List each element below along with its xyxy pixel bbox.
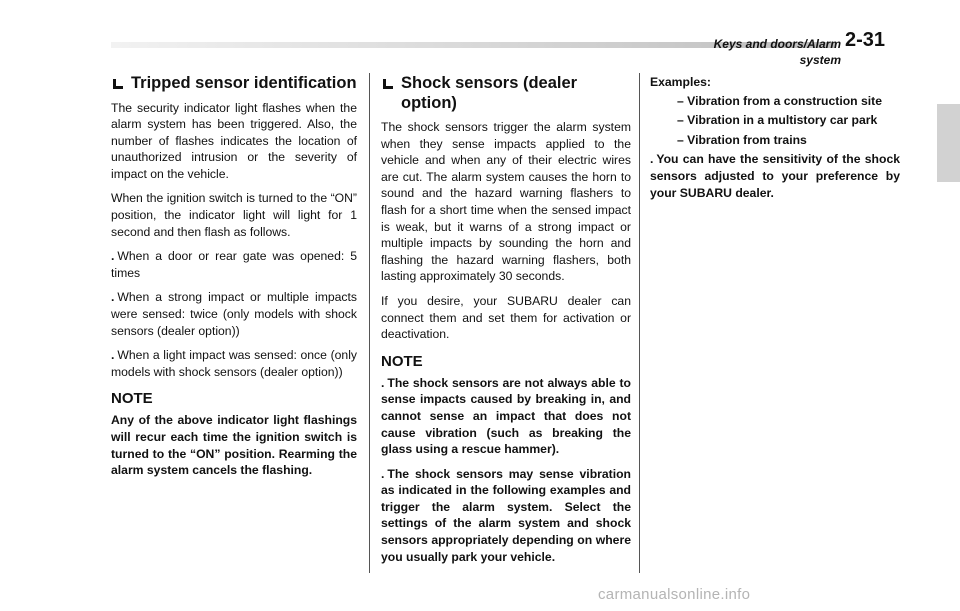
example-item [677, 132, 900, 149]
paragraph: The security indicator light flashes when the alarm system has been triggered. Also, the number of flashes indicates the location of unauthorized intrusion or the severity of impact on the vehicle. [111, 100, 357, 181]
note-item [381, 466, 631, 566]
column-1 [111, 74, 357, 487]
paragraph: When the ignition switch is turned to the “ON” position, the indicator light will light for 1 second and then flash as follows. [111, 191, 357, 239]
examples-list [650, 93, 900, 149]
examples-label: Examples: [650, 75, 711, 89]
page-number: 2-31 [845, 29, 886, 51]
section-title: Keys and doors/Alarm system [713, 37, 841, 67]
note-heading: NOTE [381, 352, 423, 370]
example-text: Vibration in a multistory car park [687, 113, 878, 128]
dash-icon: – [677, 113, 684, 128]
list-item [111, 248, 357, 281]
list-item-text: When a door or rear gate was opened: 5 times [111, 249, 357, 280]
heading-square-icon [383, 79, 393, 89]
heading-text: Tripped sensor identification [131, 74, 357, 92]
bullet-icon: . [650, 152, 654, 167]
list-item [111, 289, 357, 339]
note-item [381, 375, 631, 458]
column-divider [369, 73, 370, 573]
note-text: Any of the above indicator light flashings will recur each time the ignition switch is turned to the “ON” position. Rearming the alarm system cancels the flashing. [111, 413, 357, 478]
paragraph: The shock sensors trigger the alarm system when they sense impacts applied to the vehicle and when any of their electric wires are cut. The alarm system causes the horn to sound and the hazard warning flashers to flash for a short time when the sensed impact is weak, but it warns of a strong impact or multiple impacts by sounding the horn and flashing the hazard warning flashers, both lasting approximately 30 seconds. [381, 120, 631, 284]
bullet-icon: . [381, 466, 385, 481]
column-divider [639, 73, 640, 573]
section-heading [111, 74, 357, 94]
dash-icon: – [677, 93, 684, 108]
note-item-text: You can have the sensitivity of the shock sensors adjusted to your preference by your SUBARU dealer. [650, 152, 900, 200]
column-2 [381, 74, 631, 573]
section-heading [381, 74, 631, 113]
dash-icon: – [677, 132, 684, 147]
list-item-text: When a strong impact or multiple impacts were sensed: twice (only models with shock sensors (dealer option)) [111, 290, 357, 338]
example-text: Vibration from a construction site [687, 93, 882, 108]
list-item [111, 347, 357, 380]
chapter-tab [937, 104, 960, 182]
example-text: Vibration from trains [687, 132, 807, 147]
note-item-text: The shock sensors are not always able to sense impacts caused by breaking in, and cannot sense an impact that does not cause vibration (such as breaking the glass using a rescue hammer). [381, 375, 631, 457]
heading-text: Shock sensors (dealer option) [401, 74, 578, 112]
bullet-icon: . [111, 290, 115, 305]
bullet-icon: . [111, 249, 115, 264]
note-item-text: The shock sensors may sense vibration as indicated in the following examples and trigger the alarm system. Select the settings of the alarm system and shock sensors appropriately depending on where you usually park your vehicle. [381, 466, 631, 564]
column-3 [650, 74, 900, 209]
note-item [650, 151, 900, 201]
heading-square-icon [113, 79, 123, 89]
example-item [677, 112, 900, 129]
list-item-text: When a light impact was sensed: once (only models with shock sensors (dealer option)) [111, 348, 357, 379]
example-item [677, 93, 900, 110]
paragraph: If you desire, your SUBARU dealer can connect them and set them for activation or deactivation. [381, 293, 631, 342]
bullet-icon: . [111, 348, 115, 363]
note-heading: NOTE [111, 390, 153, 408]
bullet-icon: . [381, 375, 385, 390]
watermark: carmanualsonline.info [598, 586, 751, 603]
